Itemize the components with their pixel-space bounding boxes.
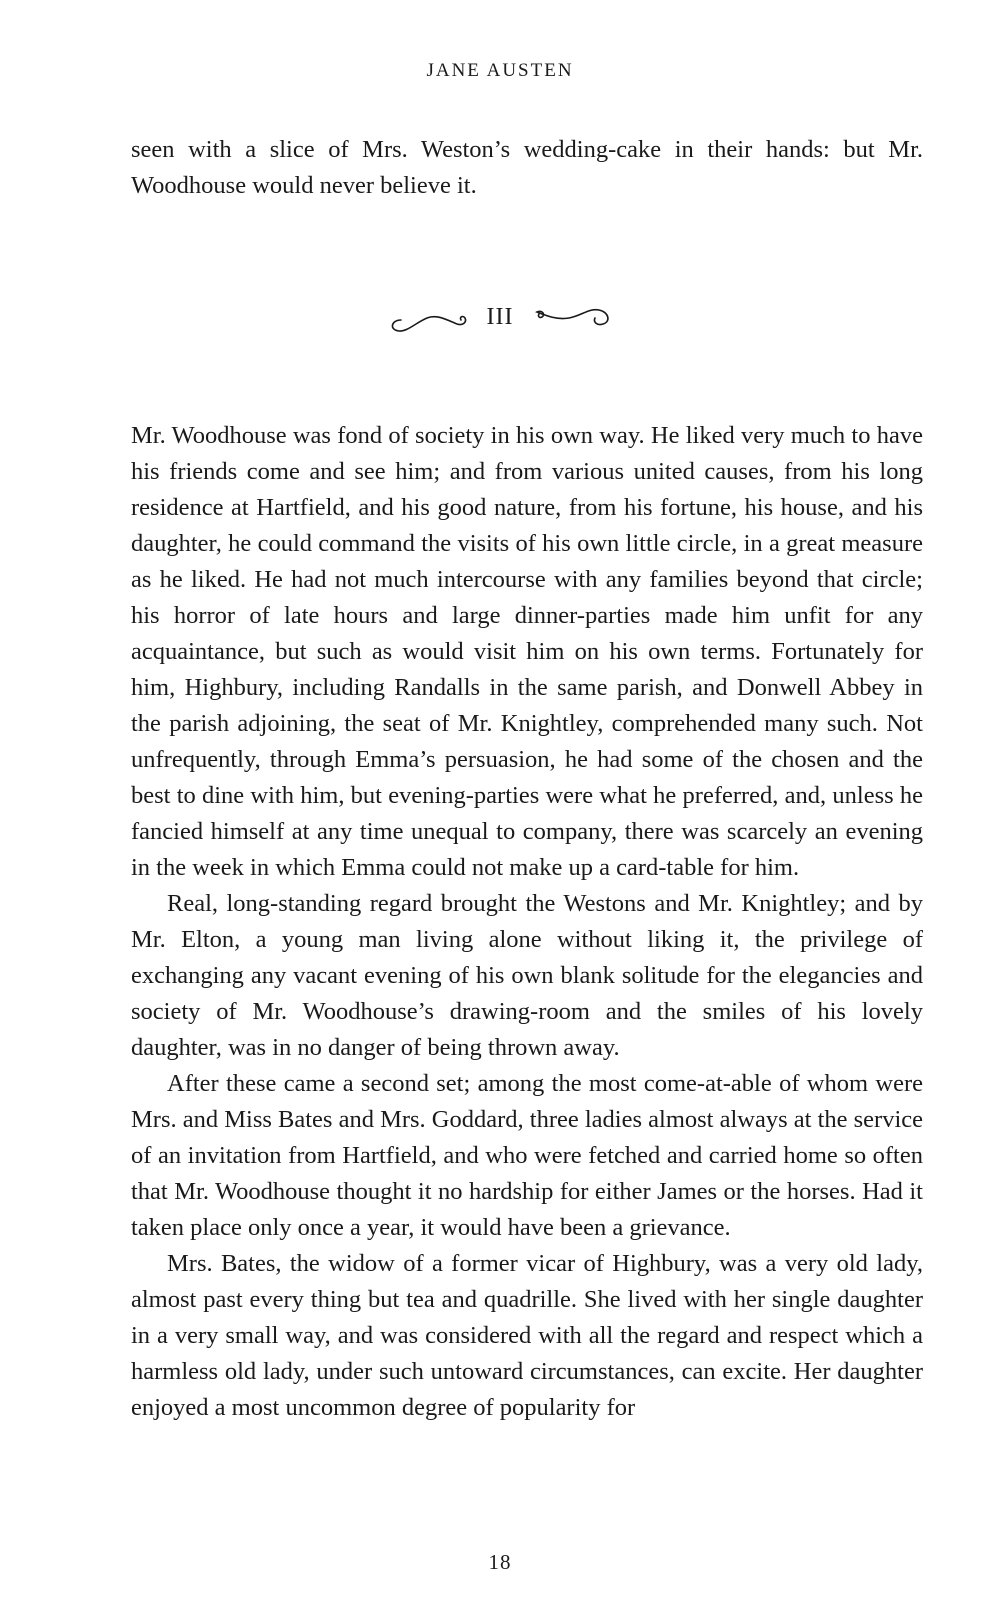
flourish-left-icon <box>387 300 477 334</box>
paragraph-4: Mrs. Bates, the widow of a former vicar of Highbury, was a very old lady, almost past every thing but tea and quadrille. She lived with her single daughter in a very small way, and was considered with all the regard and respect which a harmless old lady, under such untoward circumstances, can excite. Her daughter enjoyed a most uncommon degree of popularity for <box>131 1250 923 1421</box>
running-head: JANE AUSTEN <box>426 60 574 81</box>
chapter-body <box>131 418 923 1426</box>
paragraph-3: After these came a second set; among the most come-at-able of whom were Mrs. and Miss Bates and Mrs. Goddard, three ladies almost always at the service of an invitation from Hartfield, and who were fetched and carried home so often that Mr. Woodhouse thought it no hardship for either James or the horses. Had it taken place only once a year, it would have been a grievance. <box>131 1070 923 1241</box>
carry-over-text <box>131 132 923 204</box>
flourish-right-icon <box>523 300 613 334</box>
carry-over-paragraph: seen with a slice of Mrs. Weston’s wedding-cake in their hands: but Mr. Woodhouse would never believe it. <box>131 136 923 199</box>
paragraph-2: Real, long-standing regard brought the Westons and Mr. Knightley; and by Mr. Elton, a young man living alone without liking it, the privilege of exchanging any vacant evening of his own blank solitude for the elegancies and society of Mr. Woodhouse’s drawing-room and the smiles of his lovely daughter, was in no danger of being thrown away. <box>131 890 923 1061</box>
chapter-heading <box>0 300 1000 350</box>
page-number: 18 <box>488 1550 512 1574</box>
chapter-number: III <box>486 303 514 330</box>
paragraph-1: Mr. Woodhouse was fond of society in his own way. He liked very much to have his friends come and see him; and from various united causes, from his long residence at Hartfield, and his good nature, from his fortune, his house, and his daughter, he could command the visits of his own little circle, in a great measure as he liked. He had not much intercourse with any families beyond that circle; his horror of late hours and large dinner-parties made him unfit for any acquaintance, but such as would visit him on his own terms. Fortunately for him, Highbury, including Randalls in the same parish, and Donwell Abbey in the parish adjoining, the seat of Mr. Knightley, comprehended many such. Not unfrequently, through Emma’s persuasion, he had some of the chosen and the best to dine with him, but evening-parties were what he preferred, and, unless he fancied himself at any time unequal to company, there was scarcely an evening in the week in which Emma could not make up a card-table for him. <box>131 422 923 881</box>
